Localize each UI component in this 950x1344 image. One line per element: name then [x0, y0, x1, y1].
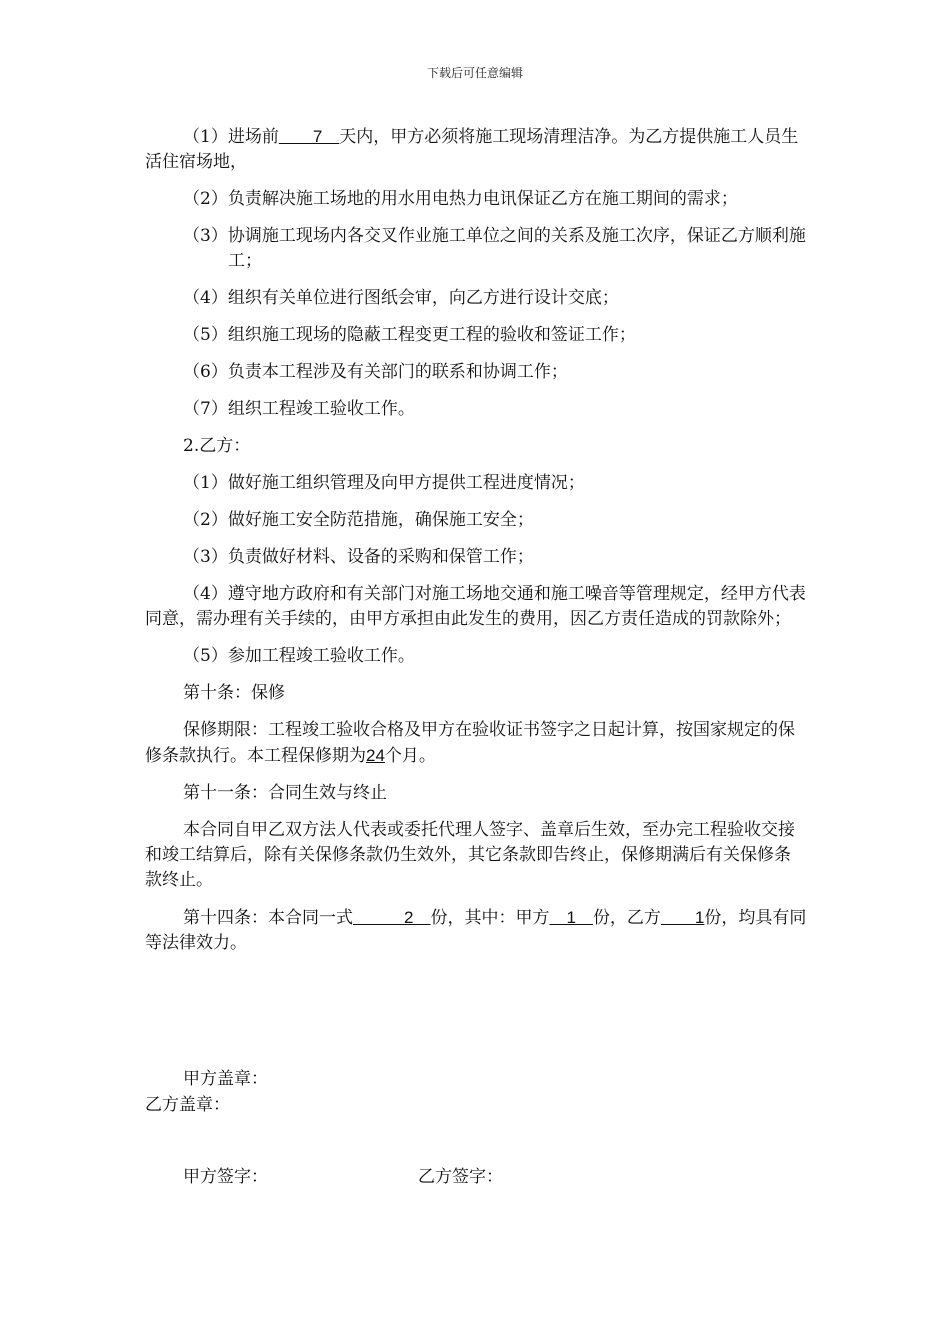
yi-sign-label: 乙方签字： [418, 1167, 503, 1187]
copies-yi-blank: 1 [660, 908, 705, 927]
yi-item-3: （3）负责做好材料、设备的采购和保管工作； [183, 547, 534, 567]
article-14-suffix: 份，均具有同等法律效力。 [145, 908, 807, 953]
yi-item-4: （4）遵守地方政府和有关部门对施工场地交通和施工噪音等管理规定，经甲方代表同意，需办理有关手续的，由甲方承担由此发生的费用，因乙方责任造成的罚款除外； [145, 584, 806, 629]
jia-item-4: （4）组织有关单位进行图纸会审，向乙方进行设计交底； [183, 288, 619, 308]
warranty-months-blank: 24 [366, 746, 385, 765]
yi-seal-label: 乙方盖章： [145, 1095, 230, 1115]
jia-item-3: （3）协调施工现场内各交叉作业施工单位之间的关系及施工次序，保证乙方顺利施工； [183, 226, 806, 271]
page-header: 下载后可任意编辑 [426, 66, 523, 80]
yi-item-2: （2）做好施工安全防范措施，确保施工安全； [183, 510, 534, 530]
article-10-text [145, 718, 807, 769]
article-11-title: 第十一条：合同生效与终止 [183, 783, 387, 803]
jia-item-2: （2）负责解决施工场地的用水用电热力电讯保证乙方在施工期间的需求； [183, 189, 738, 209]
jia-item-7: （7）组织工程竣工验收工作。 [183, 399, 415, 419]
copies-jia-blank: 1 [549, 908, 593, 927]
yi-heading: 2.乙方： [183, 436, 251, 456]
article-14 [145, 905, 807, 956]
article-14-mid1: 份，其中：甲方 [430, 908, 550, 928]
warranty-text-a: 保修期限：工程竣工验收合格及甲方在验收证书签字之日起计算，按国家规定的保修条款执行。本工程保修期为 [145, 720, 795, 766]
warranty-text-b: 个月。 [384, 746, 436, 766]
article-11-text: 本合同自甲乙双方法人代表或委托代理人签字、盖章后生效，至办完工程验收交接和竣工结算后，除有关保修条款仍生效外，其它条款即告终止，保修期满后有关保修条款终止。 [145, 820, 795, 890]
article-14-mid2: 份，乙方 [592, 908, 661, 928]
jia-item-1 [145, 124, 807, 175]
jia-sign-label: 甲方签字： [183, 1167, 268, 1187]
yi-item-1: （1）做好施工组织管理及向甲方提供工程进度情况； [183, 473, 585, 493]
jia-item-1-text-a: （1）进场前 [183, 127, 279, 147]
jia-seal-label: 甲方盖章： [183, 1069, 268, 1089]
copies-total-blank: 2 [353, 908, 431, 927]
contract-body [145, 124, 807, 968]
jia-item-6: （6）负责本工程涉及有关部门的联系和协调工作； [183, 362, 568, 382]
yi-item-5: （5）参加工程竣工验收工作。 [183, 646, 415, 666]
article-14-prefix: 第十四条：本合同一式 [183, 908, 353, 928]
days-blank: 7 [278, 127, 340, 146]
jia-item-5: （5）组织施工现场的隐蔽工程变更工程的验收和签证工作； [183, 325, 636, 345]
jia-item-1-text-b: 天内，甲方必须将施工现场清理洁净。为乙方提供施工人员生活住宿场地， [145, 127, 799, 172]
article-10-title: 第十条：保修 [183, 683, 285, 703]
